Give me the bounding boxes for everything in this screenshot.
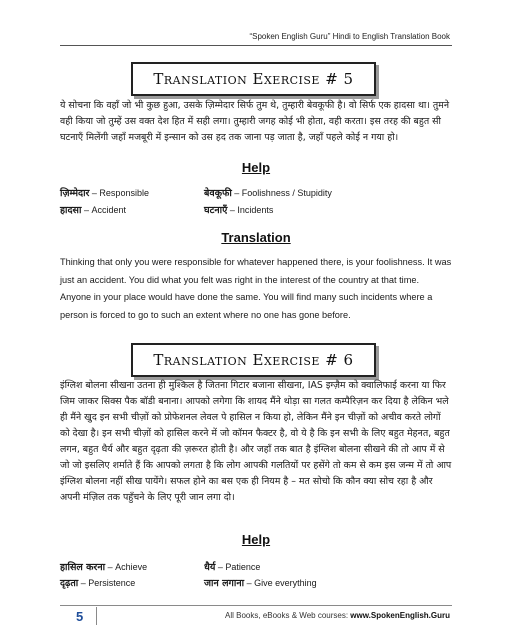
exercise-5-title: Translation Exercise # 5 [131,62,376,96]
vocab-word: धैर्य [204,562,216,573]
vocab-word: घटनाएँ [204,205,228,216]
vocab-meaning: – Persistence [78,578,136,588]
exercise-6-hindi-text: इंग्लिश बोलना सीखना उतना ही मुश्किल है जितना गिटार बजाना सीखना, IAS इग्ज़ैम को क्वालिफाई करना या फिर जिम जाकर सिक्स पैक बॉडी बनाना। आपको लगेगा कि शायद मैंने थोड़ा सा गलत कम्पैरिज़न कर दिया है लेकिन भले ही मैंने खुद इन सभी चीज़ों को प्रोफेशनल लेवल पे हासिल न किया हो, लेकिन मैंने इन चीज़ों को अचीव करते लोगों को देखा है। इन सभी चीज़ों को हासिल करने में जो कॉमन फैक्टर है, वो ये है कि इन सभी के लिए बहुत मेहनत, बहुत लगन, बहुत धैर्य और बहुत दृढ़ता की ज़रूरत होती है। और जहाँ तक बात है इंग्लिश बोलना सीखने की तो आप में से जो जो इसलिए शर्माते हैं कि आपको लगता है कि लोग आपकी गलतियों पर हसेंगे तो कम से कम इस जन्म में तो आप इंग्लिश बोलना नहीं सीख पायेंगे। सफल होने का बस एक ही नियम है – मत सोचो कि कौन क्या सोच रहा है और अपनी मंज़िल तक पहुँचने के लिए पूरी जान लगा दो। [60,380,452,503]
exercise-5-translation-heading: Translation [221,230,291,245]
footer-rule [60,605,452,606]
vocab-meaning: – Incidents [227,205,274,215]
footer-website-link[interactable]: www.SpokenEnglish.Guru [350,611,450,620]
exercise-6-title: Translation Exercise # 6 [131,343,376,377]
footer-text [225,611,450,620]
vocab-word: दृढ़ता [60,578,79,589]
exercise-5-translation-text: Thinking that only you were responsible for whatever happened there, is your foolishness. It was just an accident. You did what you felt was right in the interest of the country at that time. Anyone in your place would have done the same. You will find many such incidents where a person is forced to go to such an extent where no one has gone before. [60,257,452,320]
book-header-title: “Spoken English Guru” Hindi to English Translation Book [249,32,450,41]
exercise-5-hindi-text: ये सोचना कि वहाँ जो भी कुछ हुआ, उसके ज़िम्मेदार सिर्फ तुम थे, तुम्हारी बेवकूफी है। वो सिर्फ एक हादसा था। तुमने वही किया जो तुम्हें उस वक्त देश हित में सही लगा। तुम्हारी जगह कोई भी होता, वही करता। इस तरह की बहुत सी घटनाएँ मिलेंगी जहाँ मजबूरी में इन्सान को उस हद तक जाना पड़ जाता है, जहाँ पहले कोई न गया हो। [60,100,450,143]
vocab-word: हादसा [60,205,82,216]
vocab-meaning: – Achieve [105,562,148,572]
vocab-meaning: – Patience [215,562,261,572]
vocab-item [204,576,317,589]
vocab-item [60,560,147,573]
vocab-item [204,203,273,216]
exercise-5-help-heading: Help [241,160,271,175]
vocab-meaning: – Foolishness / Stupidity [231,188,332,198]
footer-divider [96,607,97,625]
vocab-word: हासिल करना [60,562,106,573]
footer-prefix: All Books, eBooks & Web courses: [225,611,351,620]
vocab-meaning: – Give everything [244,578,317,588]
vocab-word: बेवकूफी [204,188,232,199]
page-number: 5 [76,609,84,624]
vocab-item [60,203,126,216]
vocab-meaning: – Accident [81,205,126,215]
header-rule [60,45,452,46]
vocab-item [60,576,135,589]
vocab-item [204,186,332,199]
vocab-word: जान लगाना [204,578,245,589]
vocab-item [60,186,149,199]
vocab-item [204,560,260,573]
vocab-meaning: – Responsible [89,188,149,198]
exercise-6-help-heading: Help [241,532,271,547]
vocab-word: ज़िम्मेदार [60,188,90,199]
